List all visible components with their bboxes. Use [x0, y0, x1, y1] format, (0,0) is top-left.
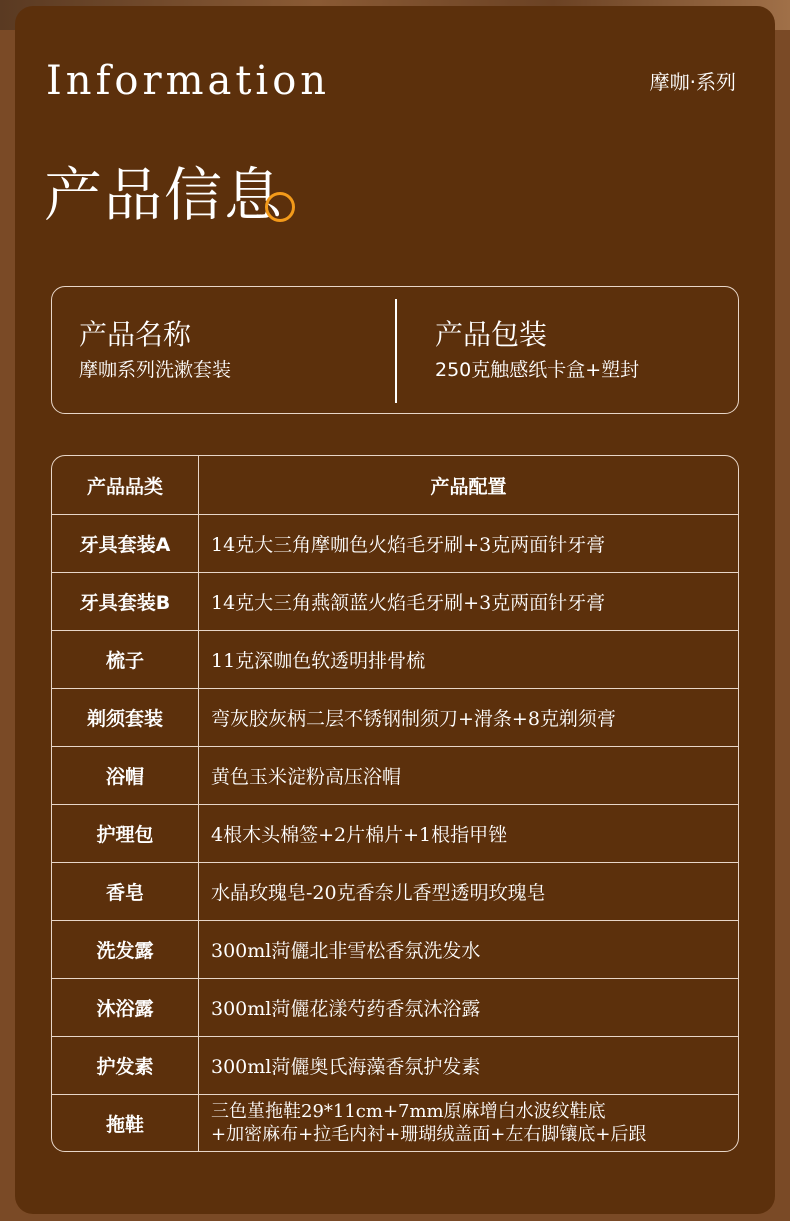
row-config: 11克深咖色软透明排骨梳	[211, 650, 426, 672]
table-header-row	[52, 456, 738, 514]
product-config-table	[51, 455, 739, 1152]
row-category: 浴帽	[52, 747, 199, 804]
table-row	[52, 862, 738, 920]
table-row	[52, 920, 738, 978]
row-config: 4根木头棉签+2片棉片+1根指甲锉	[211, 824, 508, 846]
row-config: 14克大三角燕颔蓝火焰毛牙刷+3克两面针牙膏	[211, 592, 606, 614]
product-name-value: 摩咖系列洗漱套装	[79, 359, 232, 381]
row-config: 300ml菏儷花漾芍药香氛沐浴露	[211, 998, 481, 1020]
row-category: 牙具套装B	[52, 573, 199, 630]
product-package-block	[435, 317, 639, 385]
row-config: 弯灰胶灰柄二层不锈钢制须刀+滑条+8克剃须膏	[211, 708, 616, 730]
row-config-line1: 三色堇拖鞋29*11cm+7mm原麻增白水波纹鞋底	[211, 1101, 606, 1122]
row-category: 拖鞋	[52, 1095, 199, 1151]
table-row	[52, 572, 738, 630]
circle-accent-icon	[265, 192, 295, 222]
row-config: 300ml菏儷北非雪松香氛洗发水	[211, 940, 481, 962]
info-divider	[395, 299, 397, 403]
table-row	[52, 978, 738, 1036]
row-config: 14克大三角摩咖色火焰毛牙刷+3克两面针牙膏	[211, 534, 606, 556]
product-name-label: 产品名称	[79, 318, 192, 351]
row-config: 黄色玉米淀粉高压浴帽	[211, 766, 402, 788]
row-config: 300ml菏儷奥氏海藻香氛护发素	[211, 1056, 481, 1078]
product-package-value: 250克触感纸卡盒+塑封	[435, 359, 640, 381]
row-category: 牙具套装A	[52, 515, 199, 572]
row-config: 水晶玫瑰皂-20克香奈儿香型透明玫瑰皂	[211, 882, 546, 904]
page-title: 产品信息	[44, 161, 285, 229]
row-config-line2: +加密麻布+拉毛内衬+珊瑚绒盖面+左右脚镶底+后跟	[211, 1124, 647, 1145]
row-category: 护发素	[52, 1037, 199, 1094]
table-row	[52, 804, 738, 862]
product-package-label: 产品包装	[435, 318, 548, 351]
row-category: 护理包	[52, 805, 199, 862]
table-row	[52, 514, 738, 572]
table-row	[52, 688, 738, 746]
english-title: Information	[46, 58, 331, 104]
series-label: 摩咖·系列	[649, 70, 736, 94]
header-category: 产品品类	[52, 456, 199, 514]
row-category: 剃须套装	[52, 689, 199, 746]
product-name-block	[79, 317, 231, 385]
row-category: 梳子	[52, 631, 199, 688]
table-row	[52, 630, 738, 688]
row-category: 沐浴露	[52, 979, 199, 1036]
row-category: 香皂	[52, 863, 199, 920]
table-row	[52, 746, 738, 804]
row-category: 洗发露	[52, 921, 199, 978]
table-row	[52, 1036, 738, 1094]
product-info-box	[51, 286, 739, 414]
table-row	[52, 1094, 738, 1151]
header-config: 产品配置	[430, 475, 507, 498]
row-config	[199, 1095, 738, 1151]
